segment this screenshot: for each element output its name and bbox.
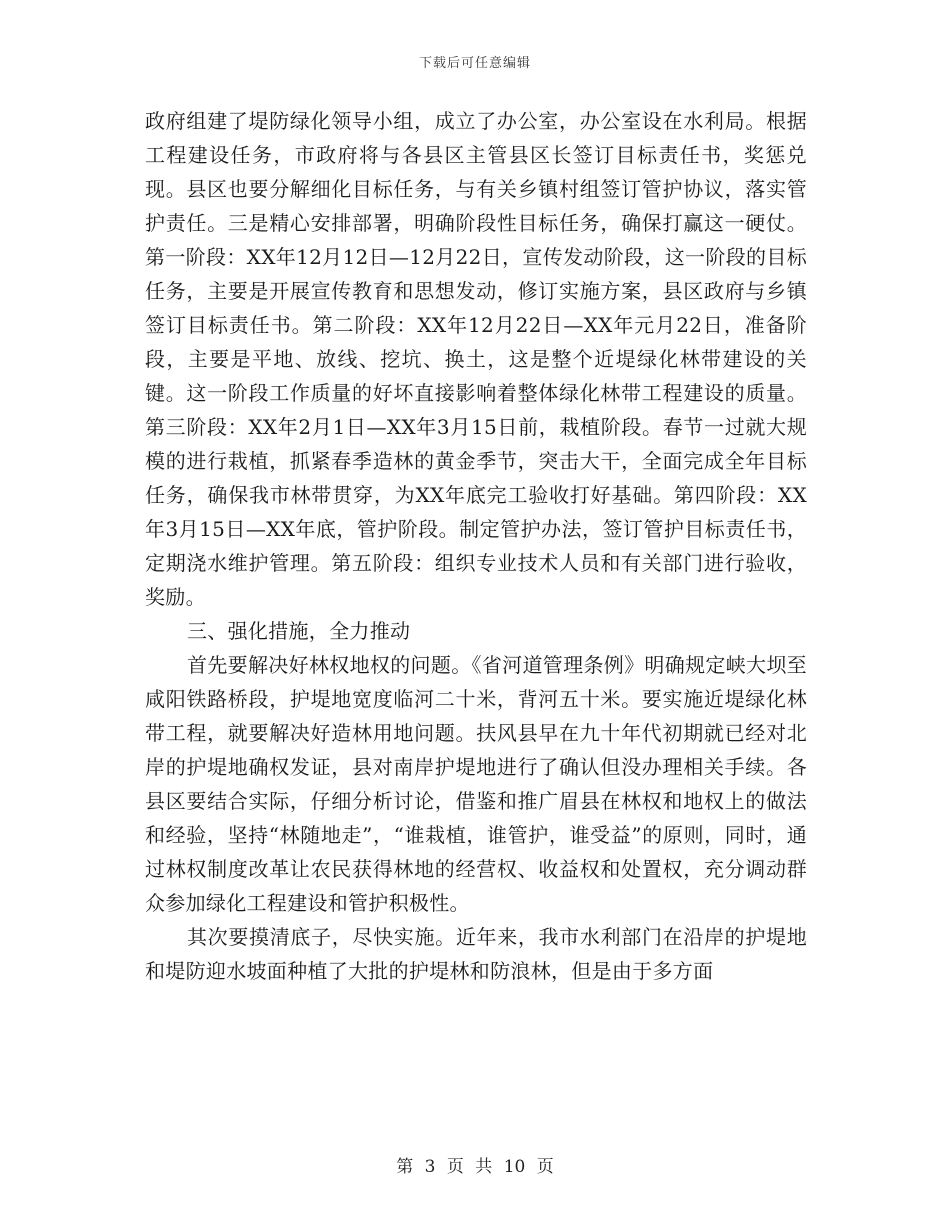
- page-footer: 第 3 页 共 10 页: [396, 1157, 554, 1177]
- document-body: [145, 104, 807, 988]
- paragraph: 其次要摸清底子，尽快实施。近年来，我市水利部门在沿岸的护堤地和堤防迎水坡面种植了大批的护堤林和防浪林，但是由于多方面: [145, 925, 807, 983]
- page-header: 下载后可任意编辑: [418, 56, 531, 71]
- section-heading: 三、强化措施，全力推动: [187, 619, 411, 643]
- paragraph: 首先要解决好林权地权的问题。《省河道管理条例》明确规定峡大坝至咸阳铁路桥段，护堤地宽度临河二十米，背河五十米。要实施近堤绿化林带工程，就要解决好造林用地问题。扶风县早在九十年代初期就已经对北岸的护堤地确权发证，县对南岸护堤地进行了确认但没办理相关手续。各县区要结合实际，仔细分析讨论，借鉴和推广眉县在林权和地权上的做法和经验，坚持“林随地走”，“谁栽植，谁管护，谁受益”的原则，同时，通过林权制度改革让农民获得林地的经营权、收益权和处置权，充分调动群众参加绿化工程建设和管护积极性。: [145, 653, 807, 915]
- paragraph-continued: 政府组建了堤防绿化领导小组，成立了办公室，办公室设在水利局。根据工程建设任务，市政府将与各县区主管县区长签订目标责任书，奖惩兑现。县区也要分解细化目标任务，与有关乡镇村组签订管护协议，落实管护责任。三是精心安排部署，明确阶段性目标任务，确保打赢这一硬仗。第一阶段：XX年12月12日—12月22日，宣传发动阶段，这一阶段的目标任务，主要是开展宣传教育和思想发动，修订实施方案，县区政府与乡镇签订目标责任书。第二阶段：XX年12月22日—XX年元月22日，准备阶段，主要是平地、放线、挖坑、换土，这是整个近堤绿化林带建设的关键。这一阶段工作质量的好坏直接影响着整体绿化林带工程建设的质量。第三阶段：XX年2月1日—XX年3月15日前，栽植阶段。春节一过就大规模的进行栽植，抓紧春季造林的黄金季节，突击大干，全面完成全年目标任务，确保我市林带贯穿，为XX年底完工验收打好基础。第四阶段：XX年3月15日—XX年底，管护阶段。制定管护办法，签订管护目标责任书，定期浇水维护管理。第五阶段：组织专业技术人员和有关部门进行验收，奖励。: [145, 109, 807, 609]
